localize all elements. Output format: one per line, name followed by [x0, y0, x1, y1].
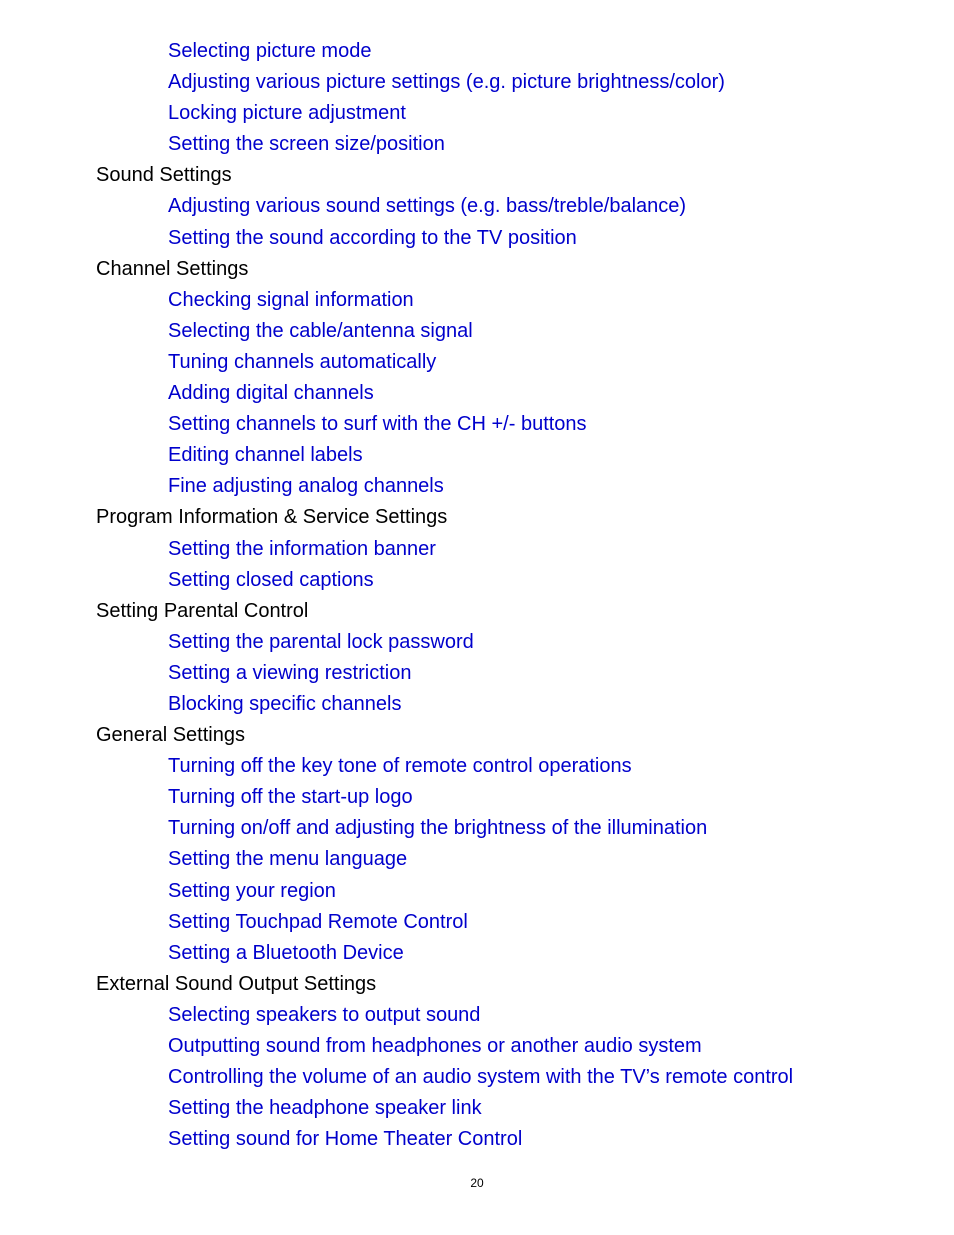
toc-link-setting-the-menu-language[interactable]: Setting the menu language — [168, 848, 408, 871]
toc-entry — [0, 98, 954, 129]
toc-entry — [0, 1124, 954, 1155]
toc-entry — [0, 534, 954, 565]
toc-entry — [0, 36, 954, 67]
toc-link-tuning-channels-automatically[interactable]: Tuning channels automatically — [168, 350, 437, 373]
toc-entry — [0, 285, 954, 316]
toc-entry — [0, 751, 954, 782]
toc-link-adjusting-various-sound-settings-e-g-bass-treble-balance[interactable]: Adjusting various sound settings (e.g. bass/treble/balance) — [168, 195, 687, 218]
toc-link-setting-the-headphone-speaker-link[interactable]: Setting the headphone speaker link — [168, 1097, 482, 1120]
toc-link-locking-picture-adjustment[interactable]: Locking picture adjustment — [168, 102, 406, 125]
toc-link-setting-the-screen-size-position[interactable]: Setting the screen size/position — [168, 133, 445, 156]
toc-entry — [0, 191, 954, 222]
toc-link-blocking-specific-channels[interactable]: Blocking specific channels — [168, 692, 402, 715]
toc-link-adding-digital-channels[interactable]: Adding digital channels — [168, 382, 374, 405]
toc-entry — [0, 938, 954, 969]
section-heading-sound-settings: Sound Settings — [96, 164, 232, 187]
toc-entry — [0, 658, 954, 689]
toc-entry — [0, 627, 954, 658]
toc-entry — [0, 440, 954, 471]
section-heading-program-information-service-settings: Program Information & Service Settings — [96, 506, 448, 529]
toc-link-editing-channel-labels[interactable]: Editing channel labels — [168, 444, 363, 467]
toc-link-controlling-the-volume-of-an-audio-system-with-the-tv-s-remote-control[interactable]: Controlling the volume of an audio system with the TV’s remote control — [168, 1066, 794, 1089]
toc-entry — [0, 1000, 954, 1031]
toc-entry — [0, 844, 954, 875]
toc-link-adjusting-various-picture-settings-e-g-picture-brightness-color[interactable]: Adjusting various picture settings (e.g. picture brightness/color) — [168, 71, 725, 94]
toc-entry — [0, 565, 954, 596]
toc-link-setting-the-parental-lock-password[interactable]: Setting the parental lock password — [168, 630, 474, 653]
toc-link-setting-channels-to-surf-with-the-ch-buttons[interactable]: Setting channels to surf with the CH +/- buttons — [168, 413, 587, 436]
toc-entry — [0, 316, 954, 347]
toc-link-setting-sound-for-home-theater-control[interactable]: Setting sound for Home Theater Control — [168, 1128, 523, 1151]
toc-link-outputting-sound-from-headphones-or-another-audio-system[interactable]: Outputting sound from headphones or another audio system — [168, 1035, 702, 1057]
toc-link-setting-the-sound-according-to-the-tv-position[interactable]: Setting the sound according to the TV position — [168, 226, 577, 249]
toc-entry — [0, 67, 954, 98]
toc-link-setting-a-bluetooth-device[interactable]: Setting a Bluetooth Device — [168, 941, 404, 964]
toc-entry — [0, 689, 954, 720]
toc-entry — [0, 876, 954, 907]
toc-entry — [0, 129, 954, 160]
toc-entry — [0, 1031, 954, 1062]
toc-entry — [0, 813, 954, 844]
page-number: 20 — [470, 1176, 484, 1190]
section-heading-external-sound-output-settings: External Sound Output Settings — [96, 972, 377, 995]
toc-link-checking-signal-information[interactable]: Checking signal information — [168, 288, 414, 311]
section-heading-setting-parental-control: Setting Parental Control — [96, 599, 309, 622]
toc-link-turning-off-the-key-tone-of-remote-control-operations[interactable]: Turning off the key tone of remote control operations — [168, 755, 632, 778]
toc-link-turning-off-the-start-up-logo[interactable]: Turning off the start-up logo — [168, 786, 413, 809]
toc-link-setting-a-viewing-restriction[interactable]: Setting a viewing restriction — [168, 661, 412, 684]
toc-link-selecting-speakers-to-output-sound[interactable]: Selecting speakers to output sound — [168, 1003, 481, 1026]
toc-entry — [0, 907, 954, 938]
toc-link-setting-touchpad-remote-control[interactable]: Setting Touchpad Remote Control — [168, 910, 468, 933]
section-heading-channel-settings: Channel Settings — [96, 257, 249, 280]
table-of-contents — [0, 36, 954, 1155]
toc-link-fine-adjusting-analog-channels[interactable]: Fine adjusting analog channels — [168, 475, 444, 498]
section-heading-general-settings: General Settings — [96, 724, 245, 747]
toc-link-setting-the-information-banner[interactable]: Setting the information banner — [168, 537, 436, 560]
toc-entry — [0, 782, 954, 813]
toc-link-turning-on-off-and-adjusting-the-brightness-of-the-illumination[interactable]: Turning on/off and adjusting the brightness of the illumination — [168, 817, 708, 840]
toc-link-setting-your-region[interactable]: Setting your region — [168, 879, 336, 902]
toc-entry — [0, 347, 954, 378]
toc-entry — [0, 1093, 954, 1124]
toc-entry — [0, 471, 954, 502]
toc-entry — [0, 1062, 954, 1093]
toc-entry — [0, 378, 954, 409]
toc-link-setting-closed-captions[interactable]: Setting closed captions — [168, 568, 374, 591]
toc-entry — [0, 409, 954, 440]
toc-entry — [0, 223, 954, 254]
toc-link-selecting-the-cable-antenna-signal[interactable]: Selecting the cable/antenna signal — [168, 319, 473, 342]
toc-link-selecting-picture-mode[interactable]: Selecting picture mode — [168, 40, 372, 62]
